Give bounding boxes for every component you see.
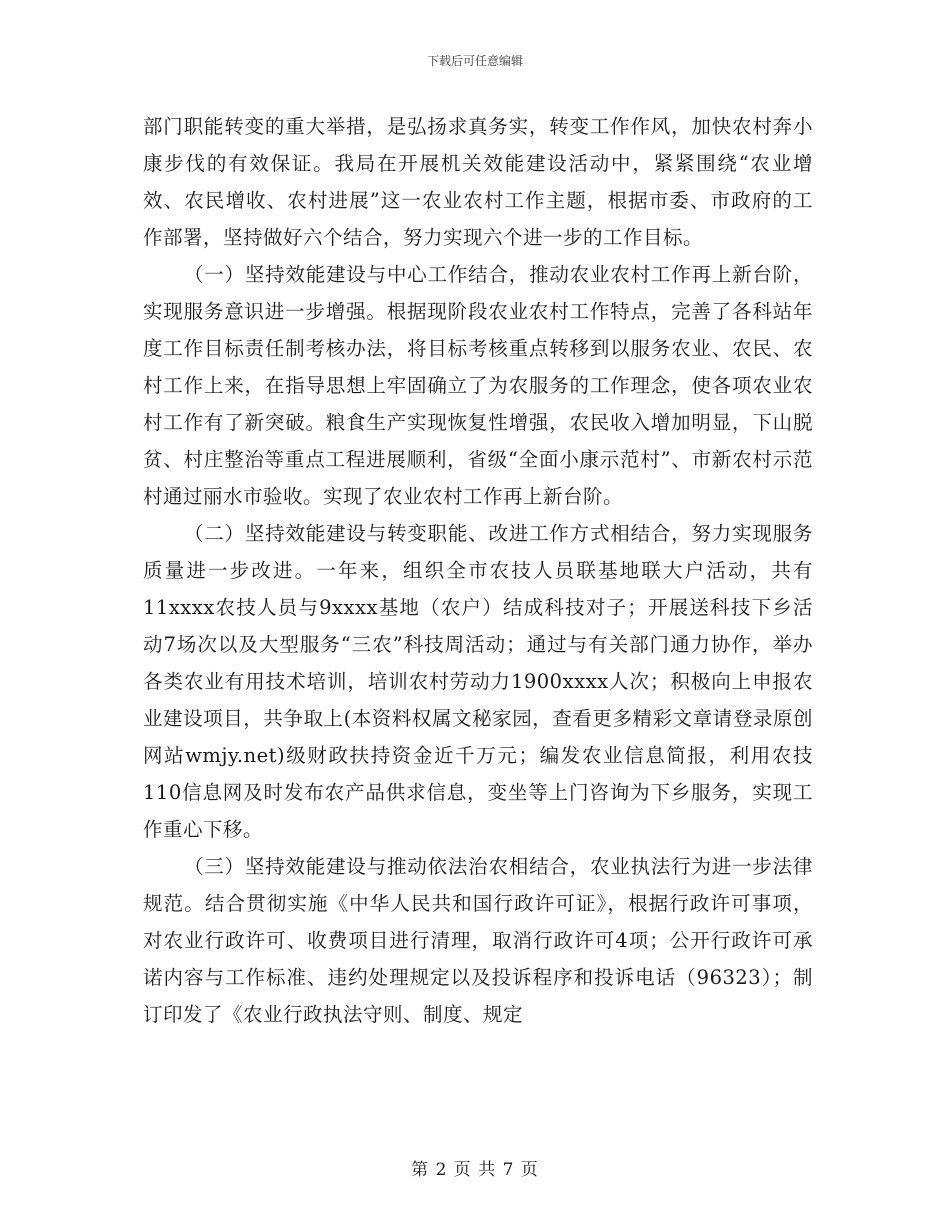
paragraph-section-1: （一）坚持效能建设与中心工作结合，推动农业农村工作再上新台阶，实现服务意识进一步增强。根据现阶段农业农村工作特点，完善了各科站年度工作目标责任制考核办法，将目标考核重点转移到以服务农业、农民、农村工作上来，在指导思想上牢固确立了为农服务的工作理念，使各项农业农村工作有了新突破。粮食生产实现恢复性增强，农民收入增加明显，下山脱贫、村庄整治等重点工程进展顺利，省级“全面小康示范村”、市新农村示范村通过丽水市验收。实现了农业农村工作再上新台阶。: [143, 263, 813, 508]
paragraph-intro: 部门职能转变的重大举措，是弘扬求真务实，转变工作作风，加快农村奔小康步伐的有效保证。我局在开展机关效能建设活动中，紧紧围绕“农业增效、农民增收、农村进展”这一农业农村工作主题，根据市委、市政府的工作部署，坚持做好六个结合，努力实现六个进一步的工作目标。: [143, 115, 813, 249]
page-number-footer: 第 2 页 共 7 页: [411, 1160, 539, 1180]
document-body: [143, 108, 813, 1033]
page-header-note: 下载后可任意编辑: [426, 54, 523, 68]
paragraph-section-2: （二）坚持效能建设与转变职能、改进工作方式相结合，努力实现服务质量进一步改进。一年来，组织全市农技人员联基地联大户活动，共有11xxxx农技人员与9xxxx基地（农户）结成科技对子；开展送科技下乡活动7场次以及大型服务“三农”科技周活动；通过与有关部门通力协作，举办各类农业有用技术培训，培训农村劳动力1900xxxx人次；积极向上申报农业建设项目，共争取上(本资料权属文秘家园，查看更多精彩文章请登录原创网站wmjy.net)级财政扶持资金近千万元；编发农业信息简报，利用农技110信息网及时发布农产品供求信息，变坐等上门咨询为下乡服务，实现工作重心下移。: [143, 522, 813, 841]
paragraph-section-3: （三）坚持效能建设与推动依法治农相结合，农业执法行为进一步法律规范。结合贯彻实施《中华人民共和国行政许可证》，根据行政许可事项，对农业行政许可、收费项目进行清理，取消行政许可4项；公开行政许可承诺内容与工作标准、违约处理规定以及投诉程序和投诉电话（96323）；制订印发了《农业行政执法守则、制度、规定: [143, 855, 813, 1026]
